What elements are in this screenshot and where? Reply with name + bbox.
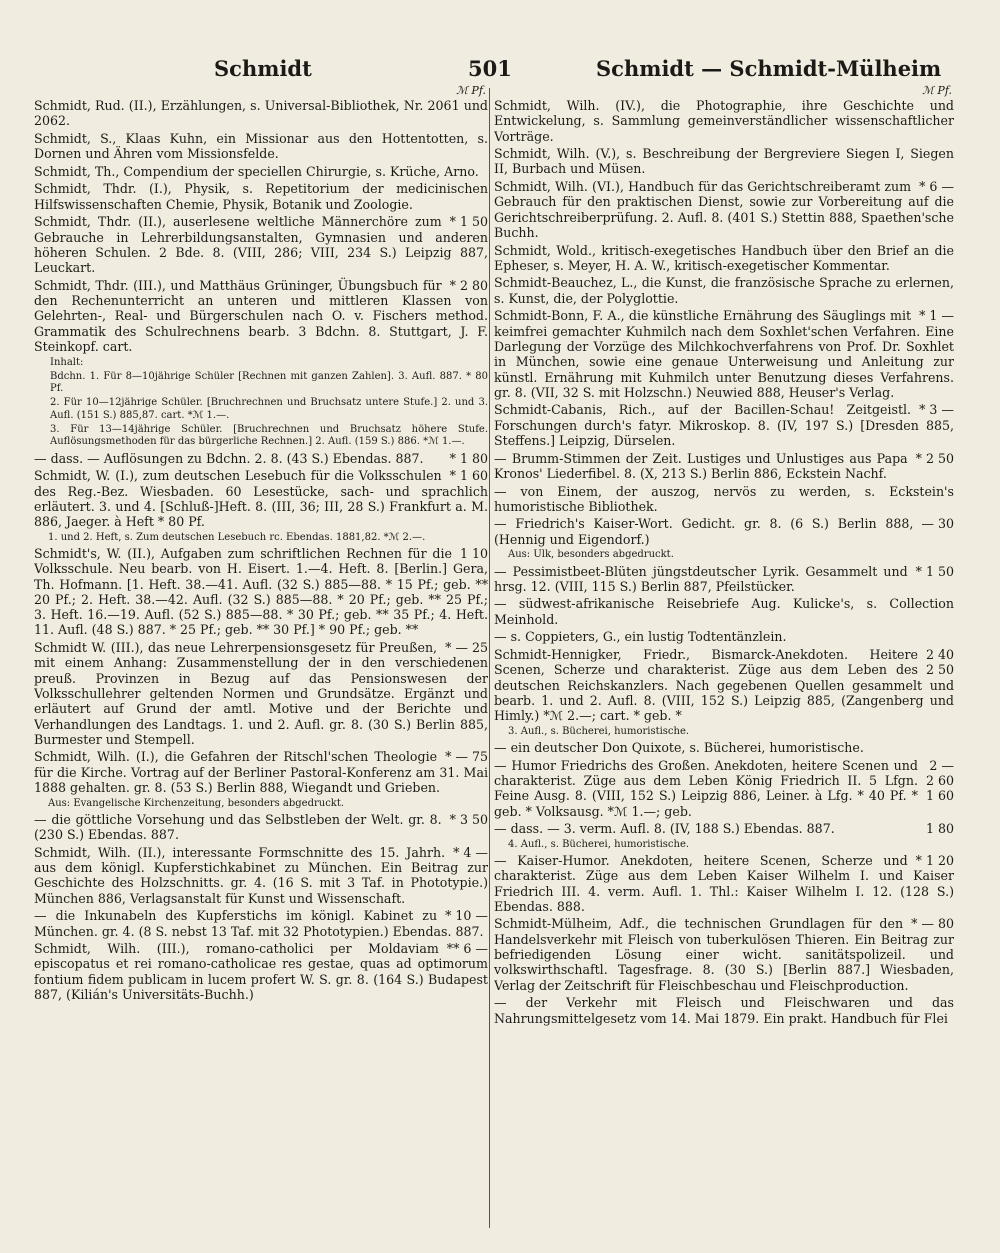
entry-price: * 1 50 bbox=[915, 563, 954, 579]
catalog-entry bbox=[494, 451, 954, 482]
catalog-entry bbox=[50, 357, 488, 369]
entry-text: Schmidt, Thdr. (III.), und Matthäus Grüninger, Übungsbuch für den Rechenunterricht an unteren und mittleren Klassen von Gelehrten-, Real- und Bürgerschulen nach O. v. Fischers method. Grammatik des Schulrechnens bearb. 3 Bdchn. 8. Stuttgart, J. F. Steinkopf. cart. bbox=[34, 277, 488, 354]
catalog-entry bbox=[48, 532, 488, 544]
entry-price: — 30 bbox=[921, 516, 954, 532]
entry-text: — die Inkunabeln des Kupferstichs im königl. Kabinet zu München. gr. 4. (8 S. nebst 13 Taf. mit 32 Phototypien.) Ebendas. 887. bbox=[34, 908, 484, 939]
catalog-entry bbox=[34, 181, 488, 212]
entry-price: 1 80 bbox=[925, 821, 954, 837]
entry-text: Schmidt-Hennigker, Friedr., Bismarck-Anekdoten. Heitere Scenen, Scherze und charakterist. Züge aus dem Leben des deutschen Reichskanzlers. Nach gegebenen Quellen gesammelt und bearb. 1. und 2. Aufl. 8. (VIII, 152 S.) Leipzig 885, (Zangenberg und Himly.) *ℳ 2.—; cart. * geb. * bbox=[494, 646, 954, 724]
entry-text: Schmidt, Wilh. (V.), s. Beschreibung der Bergreviere Siegen I, Siegen II, Burbach und Müsen. bbox=[494, 146, 954, 177]
entry-price: * 4 — bbox=[453, 844, 488, 860]
entry-text: Schmidt, Wilh. (I.), die Gefahren der Ritschl'schen Theologie für die Kirche. Vortrag auf der Berliner Pastoral-Konferenz am 31. Mai 1888 gehalten. gr. 8. (53 S.) Berlin 888, Wiegandt und Grieben. bbox=[34, 749, 488, 796]
right-entry-list bbox=[494, 98, 954, 1026]
right-column bbox=[494, 84, 954, 1234]
catalog-entry bbox=[34, 214, 488, 275]
entry-text: Schmidt, Wilh. (VI.), Handbuch für das Gerichtschreiberamt zum Gebrauch für den praktischen Dienst, sowie zur Vorbereitung auf die Gerichtschreiberprüfung. 2. Aufl. 8. (401 S.) Stettin 888, Spaethen'sche Buchh. bbox=[494, 179, 954, 240]
entry-price: * 1 20 bbox=[915, 853, 954, 868]
catalog-entry bbox=[494, 821, 954, 836]
catalog-entry bbox=[494, 484, 954, 515]
catalog-entry bbox=[34, 98, 488, 129]
entry-text: Schmidt, Wilh. (III.), romano-catholici per Moldaviam episcopatus et rei romano-catholicae res gestae, quas ad optimorum fontium fidem publicam in lucem profert W. S. gr. 8. (164 S.) Budapest 887, (Kilián's Universitäts-Buchh.) bbox=[34, 941, 488, 1003]
entry-text: 1. und 2. Heft, s. Zum deutschen Lesebuch rc. Ebendas. 1881,82. *ℳ 2.—. bbox=[48, 531, 426, 543]
entry-text: Schmidt, Wilh. (II.), interessante Formschnitte des 15. Jahrh. aus dem königl. Kupferstichkabinet zu München. Ein Beitrag zur Geschichte des Holzschnitts. gr. 4. (16 S. mit 3 Taf. in Phototypie.) München 886, Verlagsanstalt für Kunst und Wissenschaft. bbox=[34, 844, 488, 906]
page-number: 501 bbox=[468, 56, 512, 81]
entry-text: Aus: Ulk, besonders abgedruckt. bbox=[508, 549, 674, 561]
catalog-entry bbox=[494, 853, 954, 914]
entry-price: * 1 60 bbox=[449, 468, 488, 484]
catalog-entry bbox=[34, 845, 488, 906]
catalog-entry bbox=[50, 371, 488, 396]
catalog-entry bbox=[34, 451, 488, 466]
entry-text: 3. Für 13—14jährige Schüler. [Bruchrechnen und Bruchsatz höhere Stufe. Auflösungsmethoden für das bürgerliche Rechnen.] 2. Aufl. (159 S.) 886. *ℳ 1.—. bbox=[50, 424, 488, 448]
entry-price: * — 80 bbox=[911, 916, 954, 932]
entry-text: Schmidt-Mülheim, Adf., die technischen Grundlagen für den Handelsverkehr mit Fleisch von tuberkulösen Thieren. Ein Beitrag zur befriedigenden Lösung einer wicht. sanitätspolizeil. und volkswirthschaftl. Tagesfrage. 8. (30 S.) [Berlin 887.] Wiesbaden, Verlag der Zeitschrift für Fleischbeschau und Fleischproduction. bbox=[494, 916, 954, 993]
catalog-entry bbox=[34, 640, 488, 747]
catalog-entry bbox=[494, 98, 954, 144]
entry-text: — s. Coppieters, G., ein lustig Todtentänzlein. bbox=[494, 629, 787, 645]
entry-text: Schmidt, Wold., kritisch-exegetisches Handbuch über den Brief an die Epheser, s. Meyer, H. A. W., kritisch-exegetischer Kommentar. bbox=[494, 242, 954, 273]
catalog-entry bbox=[494, 243, 954, 274]
entry-text: — Kaiser-Humor. Anekdoten, heitere Scenen, Scherze und charakterist. Züge aus dem Leben Kaiser Wilhelm I. und Kaiser Friedrich III. 4. verm. Aufl. 1. Thl.: Kaiser Wilhelm I. 12. (128 S.) Ebendas. 888. bbox=[494, 853, 954, 914]
catalog-entry bbox=[494, 516, 954, 547]
entry-text: Aus: Evangelische Kirchenzeitung, besonders abgedruckt. bbox=[48, 797, 345, 809]
catalog-entry bbox=[494, 647, 954, 723]
entry-price: * 1 — bbox=[919, 308, 954, 324]
left-entry-list bbox=[34, 98, 488, 1002]
entry-text: — von Einem, der auszog, nervös zu werden, s. Eckstein's humoristische Bibliothek. bbox=[494, 483, 954, 514]
entry-text: Bdchn. 1. Für 8—10jährige Schüler [Rechnen mit ganzen Zahlen]. 3. Aufl. 887. * 80 Pf. bbox=[50, 370, 488, 395]
entry-text: — dass. — Auflösungen zu Bdchn. 2. 8. (43 S.) Ebendas. 887. bbox=[34, 450, 424, 466]
catalog-entry bbox=[34, 908, 488, 939]
catalog-entry bbox=[34, 164, 488, 179]
entry-text: — dass. — 3. verm. Aufl. 8. (IV, 188 S.) Ebendas. 887. bbox=[494, 821, 835, 837]
catalog-entry bbox=[50, 397, 488, 422]
catalog-entry bbox=[34, 546, 488, 638]
entry-text: — Friedrich's Kaiser-Wort. Gedicht. gr. 8. (6 S.) Berlin 888, (Hennig und Eigendorf.) bbox=[494, 516, 914, 547]
entry-text: — der Verkehr mit Fleisch und Fleischwaren und das Nahrungsmittelgesetz vom 14. Mai 1879. Ein prakt. Handbuch für Flei bbox=[494, 995, 954, 1026]
entry-text: — die göttliche Vorsehung und das Selbstleben der Welt. gr. 8. (230 S.) Ebendas. 887. bbox=[34, 811, 442, 843]
catalog-entry bbox=[494, 916, 954, 992]
catalog-entry bbox=[494, 596, 954, 627]
entry-text: Inhalt: bbox=[50, 356, 84, 368]
entry-text: 2. Für 10—12jährige Schüler. [Bruchrechnen und Bruchsatz untere Stufe.] 2. und 3. Aufl. (151 S.) 885,87. cart. *ℳ 1.—. bbox=[50, 397, 488, 421]
catalog-entry bbox=[48, 798, 488, 810]
entry-text: Schmidt, S., Klaas Kuhn, ein Missionar aus den Hottentotten, s. Dornen und Ähren vom Missionsfelde. bbox=[34, 130, 488, 162]
entry-text: Schmidt-Bonn, F. A., die künstliche Ernährung des Säuglings mit keimfrei gemachter Kuhmilch nach dem Soxhlet'schen Verfahren. Eine Darlegung der Vorzüge des Milchkochverfahrens von Prof. Dr. Soxhlet in München, sowie eine genaue Unterweisung und Anleitung zur künstl. Ernährung mit Kuhmilch unter Benutzung dieses Verfahrens. gr. 8. (VII, 32 S. mit Holzschn.) Neuwied 888, Heuser's Verlag. bbox=[494, 308, 954, 400]
entry-price: * 2 50 bbox=[915, 450, 954, 466]
catalog-entry bbox=[494, 629, 954, 644]
catalog-entry bbox=[508, 726, 954, 738]
entry-price: * 1 50 bbox=[449, 214, 488, 230]
entry-text: 3. Aufl., s. Bücherei, humoristische. bbox=[508, 725, 690, 737]
right-running-title: Schmidt — Schmidt-Mülheim bbox=[596, 56, 942, 81]
entry-text: — ein deutscher Don Quixote, s. Bücherei, humoristische. bbox=[494, 740, 864, 756]
entry-text: Schmidt, Th., Compendium der speciellen Chirurgie, s. Krüche, Arno. bbox=[34, 163, 479, 179]
column-divider bbox=[489, 88, 490, 1228]
entry-text: Schmidt, Thdr. (I.), Physik, s. Repetitorium der medicinischen Hilfswissenschaften Chemie, Physik, Botanik und Zoologie. bbox=[34, 181, 488, 212]
entry-text: Schmidt's, W. (II.), Aufgaben zum schriftlichen Rechnen für die Volksschule. Neu bearb. von H. Eisert. 1.—4. Heft. 8. [Berlin.] Gera, Th. Hofmann. [1. Heft. 38.—41. Aufl. (32 S.) 885—88. * 15 Pf.; geb. ** 20 Pf.; 2. Heft. 38.—42. Aufl. (32 S.) 885—88. * 20 Pf.; geb. ** 25 Pf.; 3. Heft. 16.—19. Aufl. (52 S.) 885—88. * 30 Pf.; geb. ** 35 Pf.; 4. Heft. 11. Aufl. (48 S.) 887. * 25 Pf.; geb. ** 30 Pf.] * 90 Pf.; geb. ** bbox=[34, 545, 488, 638]
entry-price: 1 10 bbox=[459, 545, 488, 561]
entry-text: Schmidt W. (III.), das neue Lehrerpensionsgesetz für Preußen, mit einem Anhang: Zusammenstellung der in den verschiedenen preuß. Provinzen in Bezug auf das Pensionswesen der Volksschullehrer geltenden Normen und Grundsätze. Ergänzt und erläutert auf Grund der amtl. Motive und der Berichte und Verhandlungen des Landtags. 1. und 2. Aufl. gr. 8. (30 S.) Berlin 885, Burmester und Stempell. bbox=[34, 640, 488, 747]
entry-text: — Pessimistbeet-Blüten jüngstdeutscher Lyrik. Gesammelt und hrsg. 12. (VIII, 115 S.) Berlin 887, Pfeilstücker. bbox=[494, 563, 908, 594]
entry-text: — Brumm-Stimmen der Zeit. Lustiges und Unlustiges aus Papa Kronos' Liederfibel. 8. (X, 213 S.) Berlin 886, Eckstein Nachf. bbox=[494, 450, 908, 481]
catalog-entry bbox=[34, 749, 488, 795]
entry-price: * 6 — bbox=[919, 179, 954, 195]
entry-text: Schmidt-Beauchez, L., die Kunst, die französische Sprache zu erlernen, s. Kunst, die, der Polyglottie. bbox=[494, 275, 954, 306]
right-currency-header: ℳ Pf. bbox=[922, 84, 952, 97]
catalog-entry bbox=[34, 812, 488, 843]
entry-text: Schmidt, W. (I.), zum deutschen Lesebuch für die Volksschulen des Reg.-Bez. Wiesbaden. 60 Lesestücke, sach- und sprachlich erläutert. 3. und 4. [Schluß-]Heft. 8. (III, 36; III, 28 S.) Frankfurt a. M. 886, Jaeger. à Heft * 80 Pf. bbox=[34, 468, 488, 530]
catalog-entry bbox=[508, 839, 954, 851]
entry-text: — Humor Friedrichs des Großen. Anekdoten, heitere Scenen und charakterist. Züge aus dem Leben König Friedrich II. 5 Lfgn. Feine Ausg. 8. (VIII, 152 S.) Leipzig 886, Leiner. à Lfg. * 40 Pf. * geb. * Volksausg. *ℳ 1.—; geb. bbox=[494, 757, 918, 819]
catalog-entry bbox=[50, 424, 488, 449]
left-column bbox=[34, 84, 488, 1234]
entry-price: 2 40 2 50 bbox=[925, 646, 954, 678]
catalog-entry bbox=[34, 278, 488, 354]
entry-price: * 10 — bbox=[445, 908, 488, 924]
entry-price: * — 75 bbox=[445, 749, 488, 765]
catalog-entry bbox=[494, 308, 954, 400]
catalog-entry bbox=[34, 468, 488, 529]
catalog-entry bbox=[494, 402, 954, 448]
entry-text: Schmidt, Thdr. (II.), auserlesene weltliche Männerchöre zum Gebrauche in Lehrerbildungsanstalten, Gymnasien und anderen höheren Schulen. 2 Bde. 8. (VIII, 286; VIII, 234 S.) Leipzig 887, Leuckart. bbox=[34, 214, 488, 276]
entry-text: Schmidt-Cabanis, Rich., auf der Bacillen-Schau! Zeitgeistl. Forschungen durch's fatyr. Mikroskop. 8. (IV, 197 S.) [Dresden 885, Steffens.] Leipzig, Dürselen. bbox=[494, 402, 954, 449]
catalog-entry bbox=[494, 275, 954, 306]
catalog-entry bbox=[494, 995, 954, 1026]
entry-text: — südwest-afrikanische Reisebriefe Aug. Kulicke's, s. Collection Meinhold. bbox=[494, 596, 954, 627]
catalog-entry bbox=[494, 740, 954, 755]
entry-price: * 1 80 bbox=[449, 450, 488, 466]
entry-price: * 2 80 bbox=[449, 277, 488, 293]
catalog-entry bbox=[34, 941, 488, 1002]
catalog-entry bbox=[494, 179, 954, 240]
catalog-entry bbox=[494, 564, 954, 595]
left-running-title: Schmidt bbox=[214, 56, 312, 81]
catalog-entry bbox=[494, 758, 954, 819]
entry-price: * — 25 bbox=[445, 640, 488, 656]
entry-price: 2 — 2 60 1 60 bbox=[925, 757, 954, 804]
entry-price: ** 6 — bbox=[446, 941, 488, 957]
entry-price: * 3 50 bbox=[449, 811, 488, 827]
entry-text: 4. Aufl., s. Bücherei, humoristische. bbox=[508, 838, 690, 850]
catalog-entry bbox=[494, 146, 954, 177]
catalog-entry bbox=[34, 131, 488, 162]
entry-text: Schmidt, Rud. (II.), Erzählungen, s. Universal-Bibliothek, Nr. 2061 und 2062. bbox=[34, 98, 488, 129]
entry-text: Schmidt, Wilh. (IV.), die Photographie, ihre Geschichte und Entwickelung, s. Sammlung gemeinverständlicher wissenschaftlicher Vorträge. bbox=[494, 98, 954, 144]
catalog-entry bbox=[508, 549, 954, 561]
entry-price: * 3 — bbox=[919, 402, 954, 418]
left-currency-header: ℳ Pf. bbox=[456, 84, 486, 97]
